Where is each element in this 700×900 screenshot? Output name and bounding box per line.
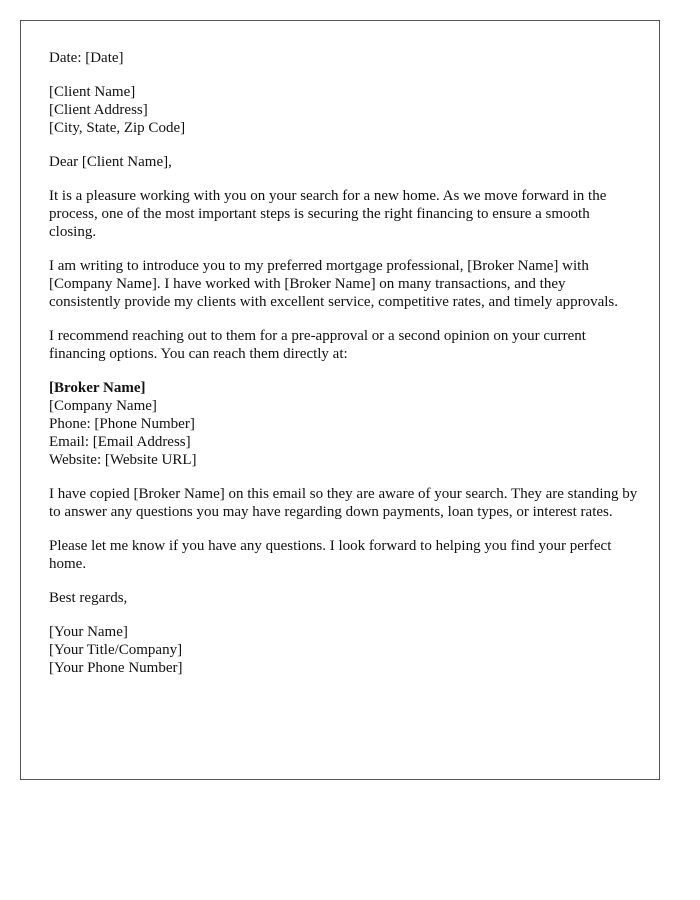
body-paragraph bbox=[49, 187, 639, 241]
paragraph-broker-introduction: I am writing to introduce you to my preferred mortgage professional, [Broker Name] with [Company Name]. I have worked with [Broker Name] on many transactions, and they consistently provide my clients with excellent service, competitive rates, and timely approvals. bbox=[49, 258, 619, 310]
sign-off: Best regards, bbox=[49, 590, 128, 606]
salutation: Dear [Client Name], bbox=[49, 154, 172, 170]
broker-phone: Phone: [Phone Number] bbox=[49, 416, 195, 432]
date-block bbox=[49, 49, 639, 67]
signature-phone: [Your Phone Number] bbox=[49, 660, 183, 676]
salutation-block bbox=[49, 153, 639, 171]
broker-contact-block bbox=[49, 379, 639, 469]
body-paragraph bbox=[49, 537, 639, 573]
body-paragraph bbox=[49, 485, 639, 521]
paragraph-copied-broker: I have copied [Broker Name] on this email so they are aware of your search. They are standing by to answer any questions you may have regarding down payments, loan types, or interest rates. bbox=[49, 486, 638, 520]
date-line: Date: [Date] bbox=[49, 50, 124, 66]
body-paragraph bbox=[49, 257, 639, 311]
recipient-name: [Client Name] bbox=[49, 84, 136, 100]
recipient-address-block bbox=[49, 83, 639, 137]
sign-off-block bbox=[49, 589, 639, 607]
broker-website: Website: [Website URL] bbox=[49, 452, 197, 468]
letter-page bbox=[20, 20, 660, 780]
letter-body bbox=[49, 49, 639, 693]
paragraph-closing: Please let me know if you have any questions. I look forward to helping you find your perfect home. bbox=[49, 538, 612, 572]
recipient-city-line: [City, State, Zip Code] bbox=[49, 120, 186, 136]
broker-email: Email: [Email Address] bbox=[49, 434, 191, 450]
broker-company: [Company Name] bbox=[49, 398, 157, 414]
paragraph-intro: It is a pleasure working with you on your search for a new home. As we move forward in the process, one of the most important steps is securing the right financing to ensure a smooth closing. bbox=[49, 188, 607, 240]
body-paragraph bbox=[49, 327, 639, 363]
signature-name: [Your Name] bbox=[49, 624, 128, 640]
recipient-address: [Client Address] bbox=[49, 102, 148, 118]
signature-title-company: [Your Title/Company] bbox=[49, 642, 183, 658]
broker-name: [Broker Name] bbox=[49, 380, 146, 396]
paragraph-recommendation: I recommend reaching out to them for a pre-approval or a second opinion on your current financing options. You can reach them directly at: bbox=[49, 328, 586, 362]
signature-block bbox=[49, 623, 639, 677]
